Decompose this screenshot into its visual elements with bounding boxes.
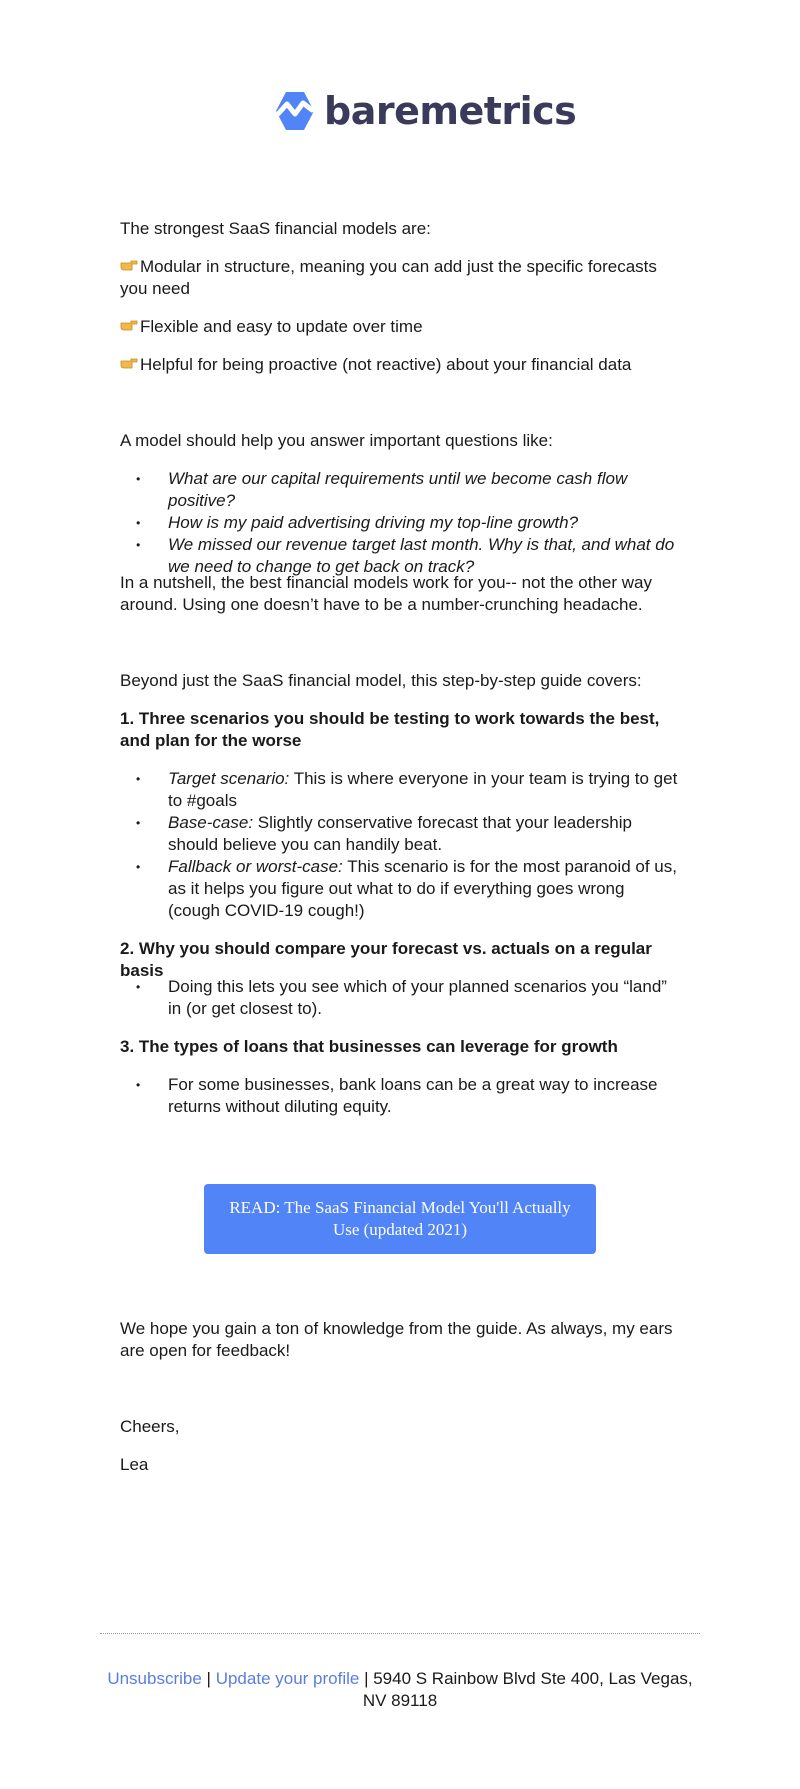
list-item bbox=[168, 856, 680, 922]
list-item: • How is my paid advertising driving my top-line growth? bbox=[168, 512, 680, 534]
questions-list bbox=[120, 468, 680, 578]
intro-point bbox=[120, 354, 680, 376]
pointing-hand-icon bbox=[120, 318, 138, 332]
guide-heading: Beyond just the SaaS financial model, this step-by-step guide covers: bbox=[120, 671, 642, 690]
closing-message: We hope you gain a ton of knowledge from the guide. As always, my ears are open for feedback! bbox=[120, 1319, 673, 1360]
scenario-label: Base-case: bbox=[168, 813, 254, 832]
list-item: • We missed our revenue target last month. Why is that, and what do we need to change to get back on track? bbox=[168, 534, 680, 578]
intro-point bbox=[120, 316, 680, 338]
pointing-hand-icon bbox=[120, 356, 138, 370]
list-item bbox=[168, 812, 680, 856]
questions-summary: In a nutshell, the best financial models work for you-- not the other way around. Using one doesn’t have to be a number-crunching headache. bbox=[120, 573, 652, 614]
scenario-label: Target scenario: bbox=[168, 769, 290, 788]
closing-signoff: Cheers, bbox=[120, 1417, 180, 1436]
list-item: • What are our capital requirements until we become cash flow positive? bbox=[168, 468, 680, 512]
scenario-text: Slightly conservative forecast that your leadership should believe you can handily beat. bbox=[168, 813, 632, 854]
list-item: • For some businesses, bank loans can be a great way to increase returns without diluting equity. bbox=[168, 1074, 680, 1118]
footer bbox=[100, 1668, 700, 1712]
loans-list bbox=[120, 1074, 680, 1118]
intro-point bbox=[120, 256, 680, 300]
read-guide-button-label: READ: The SaaS Financial Model You'll Actually Use (updated 2021) bbox=[229, 1198, 571, 1239]
closing-signature: Lea bbox=[120, 1455, 149, 1474]
footer-address: | 5940 S Rainbow Blvd Ste 400, Las Vegas, NV 89118 bbox=[359, 1669, 693, 1710]
scenario-text: This scenario is for the most paranoid of us, as it helps you figure out what to do if everything goes wrong (cough COVID-19 cough!) bbox=[168, 857, 677, 920]
scenario-label: Fallback or worst-case: bbox=[168, 857, 343, 876]
intro-point-text: Helpful for being proactive (not reactive) about your financial data bbox=[140, 355, 632, 374]
footer-divider bbox=[100, 1633, 700, 1634]
brand-name: baremetrics bbox=[324, 89, 577, 133]
footer-separator: | bbox=[201, 1669, 216, 1688]
intro-point-text: Flexible and easy to update over time bbox=[140, 317, 423, 336]
intro-point-text: Modular in structure, meaning you can add just the specific forecasts you need bbox=[120, 257, 657, 298]
brand-logo[interactable] bbox=[274, 90, 576, 132]
list-item bbox=[168, 768, 680, 812]
guide-section-title: 2. Why you should compare your forecast vs. actuals on a regular basis bbox=[120, 939, 652, 980]
questions-heading: A model should help you answer important questions like: bbox=[120, 431, 553, 450]
scenario-text: This is where everyone in your team is trying to get to #goals bbox=[168, 769, 678, 810]
list-item: • Doing this lets you see which of your planned scenarios you “land” in (or get closest to). bbox=[168, 976, 680, 1020]
scenario-list bbox=[120, 768, 680, 922]
guide-section-title: 3. The types of loans that businesses can leverage for growth bbox=[120, 1037, 618, 1056]
unsubscribe-link[interactable]: Unsubscribe bbox=[107, 1669, 202, 1688]
pointing-hand-icon bbox=[120, 258, 138, 272]
read-guide-button[interactable] bbox=[204, 1184, 596, 1254]
intro-heading: The strongest SaaS financial models are: bbox=[120, 219, 431, 238]
baremetrics-logo-icon bbox=[274, 90, 316, 132]
update-profile-link[interactable]: Update your profile bbox=[215, 1669, 360, 1688]
guide-section-title: 1. Three scenarios you should be testing to work towards the best, and plan for the worse bbox=[120, 709, 660, 750]
forecast-list bbox=[120, 976, 680, 1020]
